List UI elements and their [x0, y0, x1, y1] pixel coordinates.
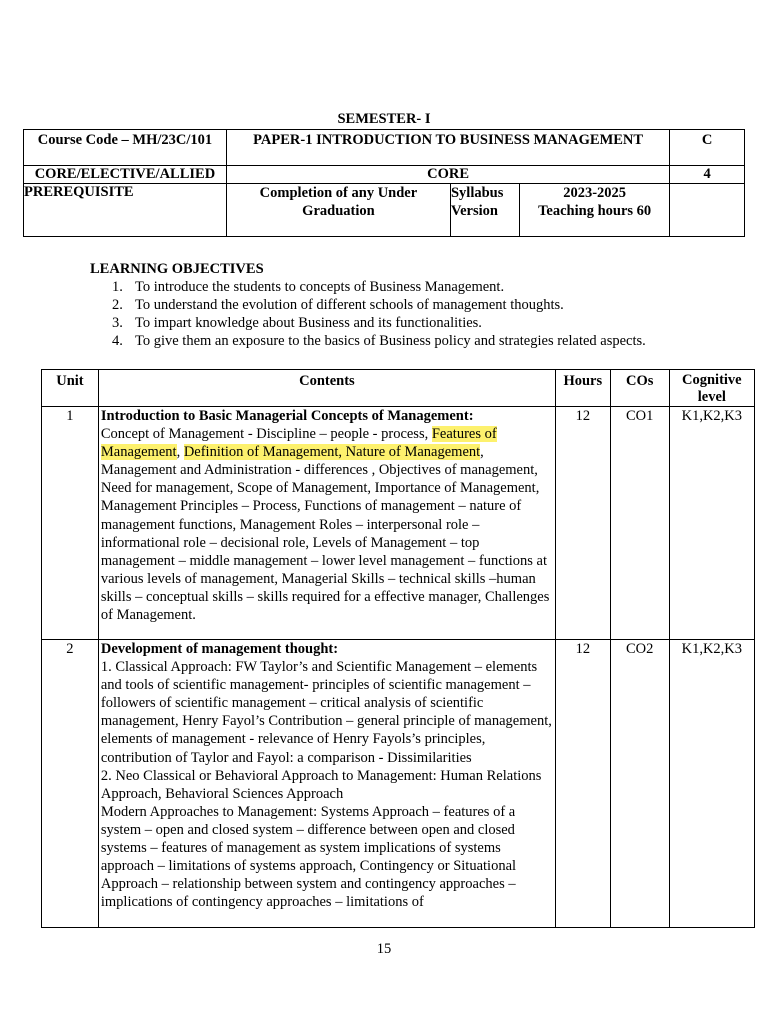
table-row [42, 640, 755, 928]
learning-objectives [90, 260, 750, 350]
unit-hours: 12 [555, 640, 610, 928]
objective-item: 4. To give them an exposure to the basics of Business policy and strategies related aspects. [112, 333, 646, 349]
paper-code-letter: C [670, 130, 745, 166]
objectives-heading: LEARNING OBJECTIVES [90, 261, 264, 277]
syllabus-years: 2023-2025 [563, 185, 627, 201]
prerequisite-value: Completion of any Under Graduation [226, 184, 450, 237]
page-title: SEMESTER- I [337, 111, 431, 127]
unit-co: CO2 [610, 640, 669, 928]
header-hours: Hours [555, 370, 610, 407]
unit-number: 2 [42, 640, 99, 928]
unit-paragraph: 2. Neo Classical or Behavioral Approach to Management: Human Relations Approach, Behavioral Sciences Approach [100, 767, 542, 802]
teaching-hours: Teaching hours 60 [538, 203, 652, 219]
unit-cognitive-level: K1,K2,K3 [669, 640, 754, 928]
units-table [41, 369, 755, 928]
unit-heading: Introduction to Basic Managerial Concepts of Management: [100, 408, 474, 424]
prerequisite-label: PREREQUISITE [24, 184, 227, 237]
unit-heading: Development of management thought: [100, 641, 339, 657]
unit-number: 1 [42, 407, 99, 640]
highlighted-text: Definition of Management, Nature of Management [183, 444, 481, 461]
header-cos: COs [610, 370, 669, 407]
unit-hours: 12 [555, 407, 610, 640]
header-cognitive-level: Cognitive level [669, 370, 754, 407]
category-label: CORE/ELECTIVE/ALLIED [24, 166, 227, 184]
unit-co: CO1 [610, 407, 669, 640]
category-value: CORE [226, 166, 669, 184]
unit-paragraph: Modern Approaches to Management: Systems Approach – features of a system – open and closed system – difference between open and closed systems – features of management as system implications of systems approach – limitations of systems approach, Contingency or Situational Approach – relationship between system and contingency approaches – implications of contingency approaches – limitations of [100, 803, 517, 911]
unit-contents [98, 640, 555, 928]
table-row [42, 407, 755, 640]
objective-item: 3. To impart knowledge about Business and its functionalities. [112, 315, 482, 331]
highlighted-text: Features of Management [100, 426, 497, 461]
unit-paragraph: 1. Classical Approach: FW Taylor’s and Scientific Management – elements and tools of scientific management- principles of scientific management – followers of scientific management – critical analysis of scientific management, Henry Fayol’s Contribution – general principle of management, elements of management - relevance of Henry Fayols’s principles, contribution of Taylor and Fayol: a comparison - Dissimilarities [100, 659, 552, 766]
unit-contents: Introduction to Basic Managerial Concepts of Management: Concept of Management - Discipline – people - process, Features of Management, Definition of Management, Nature of Management, Management and Administration - differences , Objectives of management, Need for management, Scope of Management, Importance of Management, Management Principles – Process, Functions of management – nature of management functions, Management Roles – interpersonal role – informational role – decisional role, Levels of Management – top management – middle management – lower level management – functions at various levels of management, Managerial Skills – technical skills –human skills – conceptual skills – skills required for a effective manager, Challenges of Management. [98, 407, 555, 640]
course-code: Course Code – MH/23C/101 [24, 130, 227, 166]
page-number: 15 [376, 941, 392, 957]
header-contents: Contents [98, 370, 555, 407]
paper-title: PAPER-1 INTRODUCTION TO BUSINESS MANAGEMENT [226, 130, 669, 166]
syllabus-info [519, 184, 669, 237]
syllabus-label: Syllabus Version [450, 184, 519, 237]
unit-cognitive-level: K1,K2,K3 [669, 407, 754, 640]
credits-value: 4 [670, 166, 745, 184]
course-header-table [23, 129, 745, 237]
header-unit: Unit [42, 370, 99, 407]
objective-item: 1. To introduce the students to concepts of Business Management. [112, 279, 505, 295]
objective-item: 2. To understand the evolution of different schools of management thoughts. [112, 297, 564, 313]
